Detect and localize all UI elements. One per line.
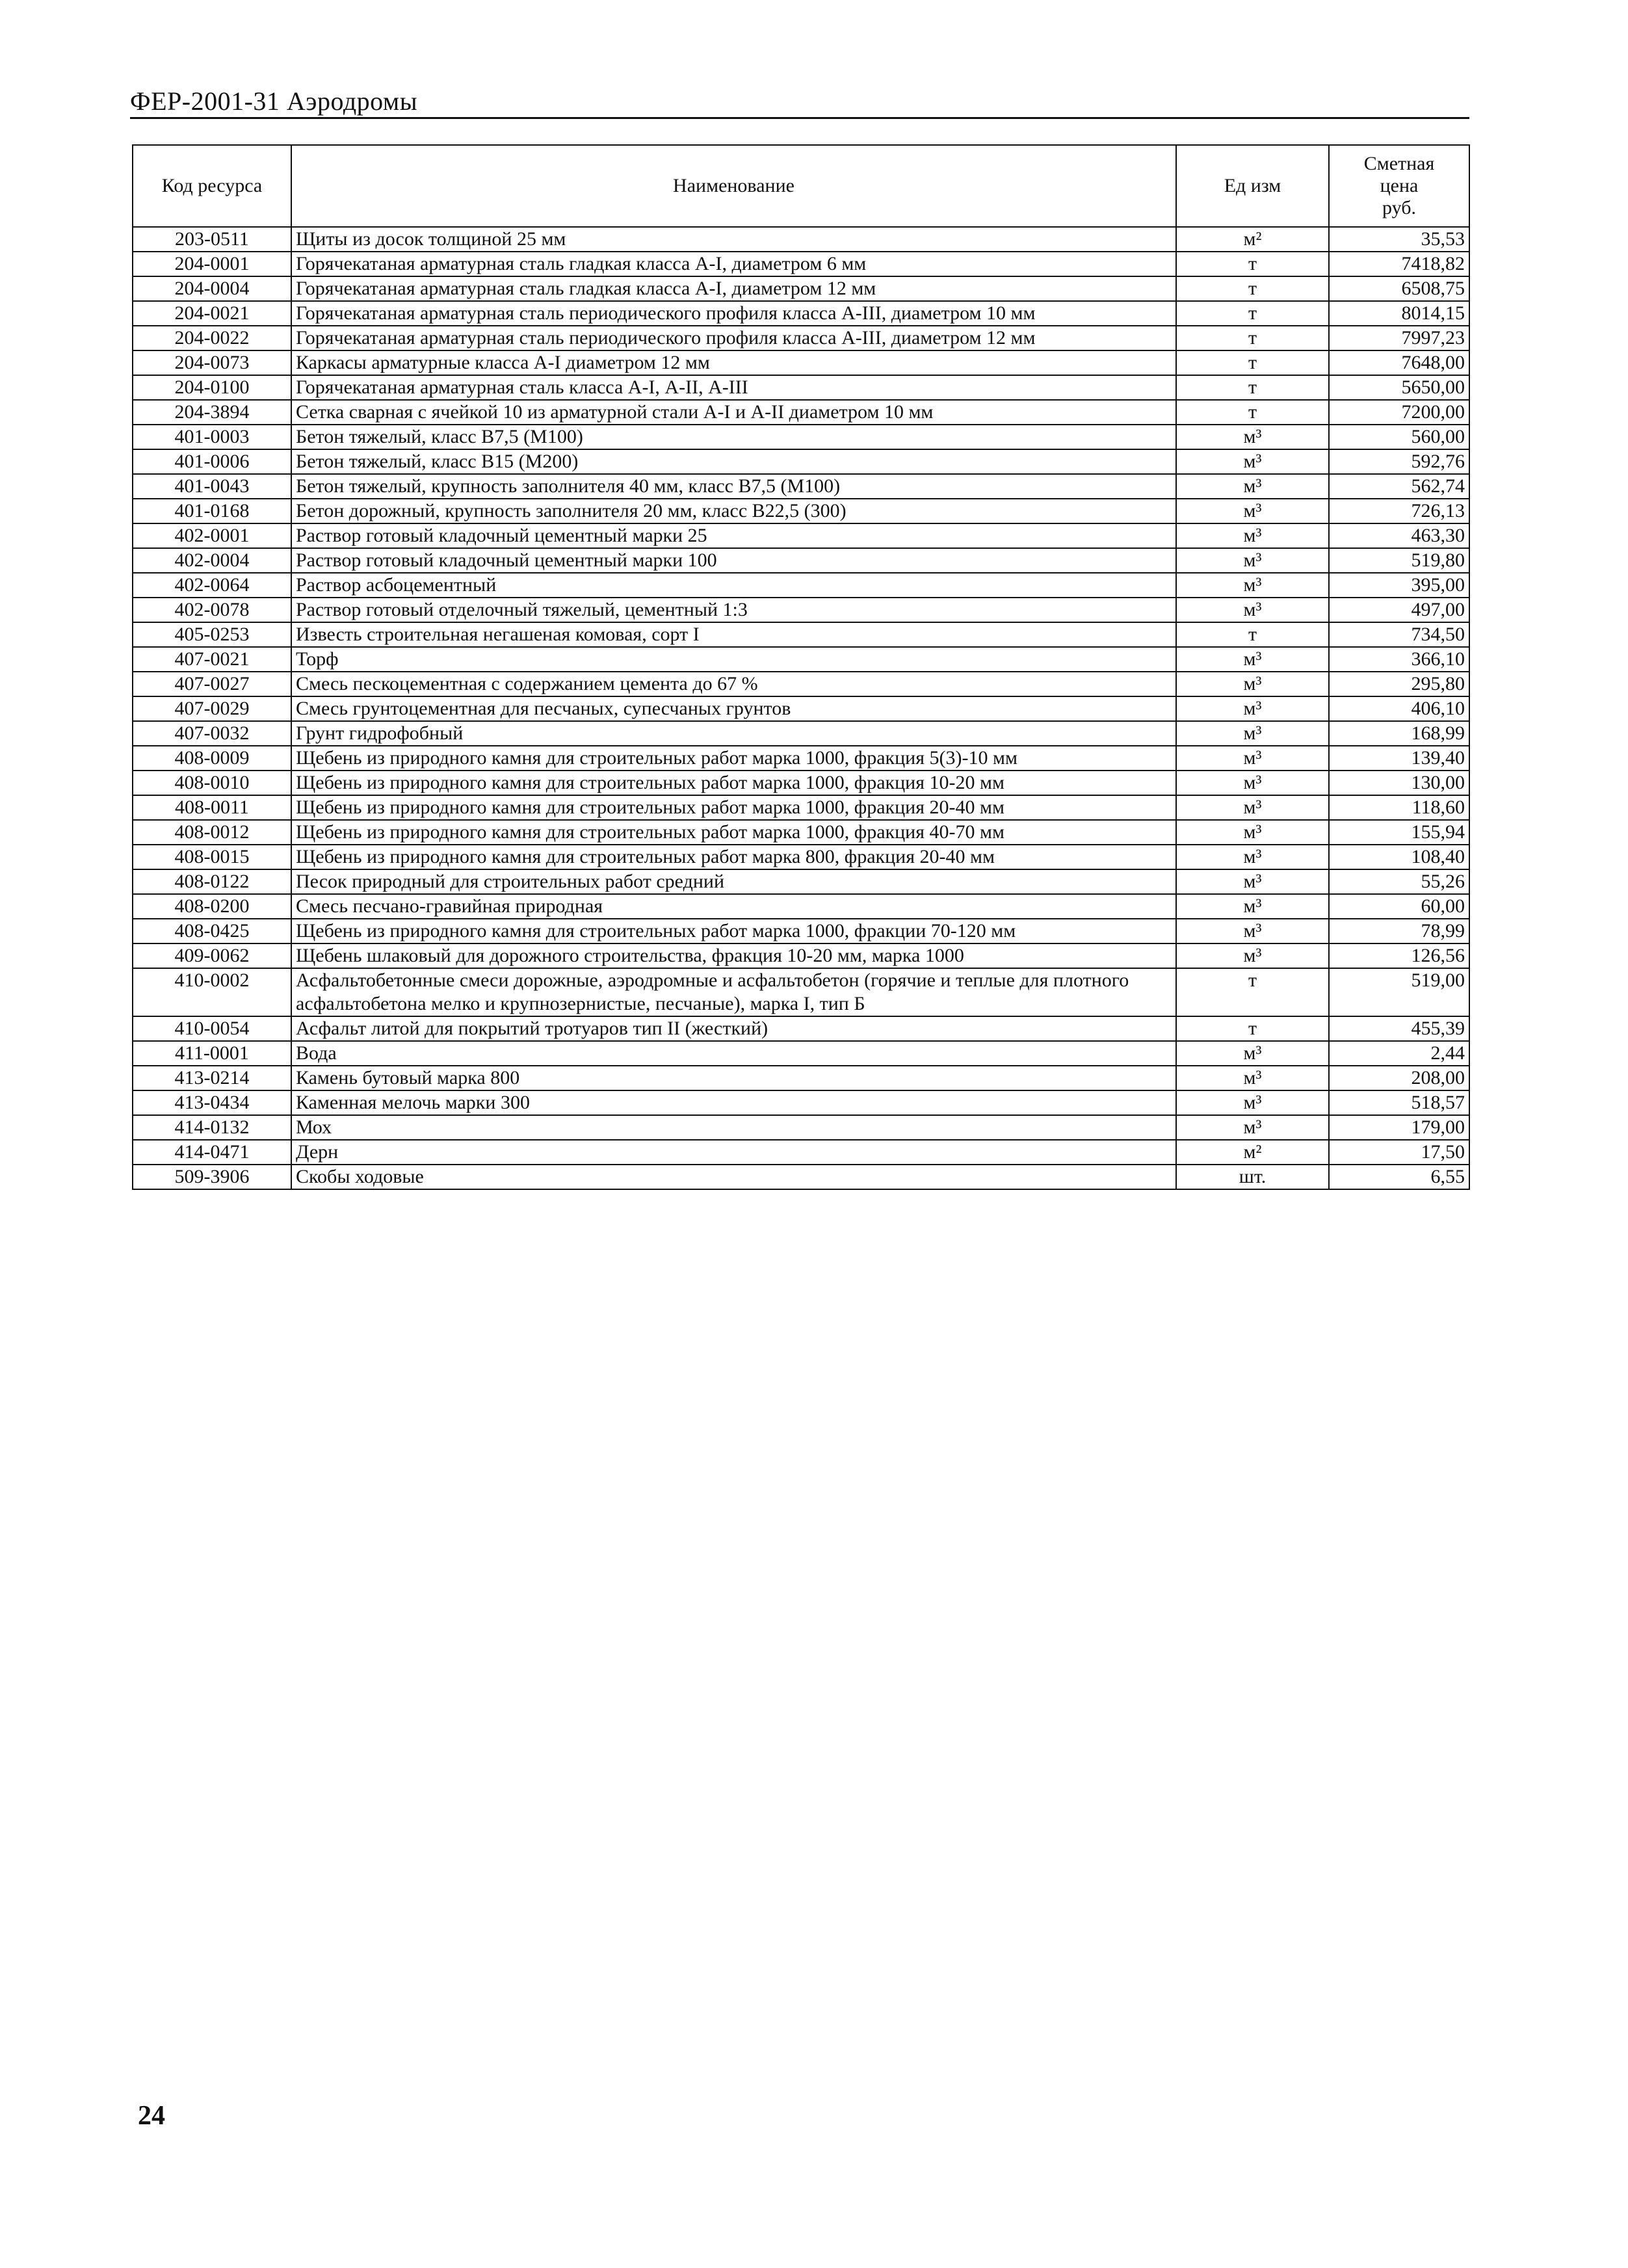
column-header-price-line3: руб.	[1382, 197, 1416, 218]
cell-code: 204-0001	[133, 252, 291, 276]
table-row	[133, 573, 1469, 598]
cell-price: 118,60	[1329, 795, 1469, 820]
cell-name: Песок природный для строительных работ средний	[291, 869, 1176, 894]
table-row	[133, 622, 1469, 647]
table-row	[133, 820, 1469, 845]
cell-code: 405-0253	[133, 622, 291, 647]
cell-unit: м³	[1176, 919, 1329, 943]
cell-name: Щебень из природного камня для строительных работ марка 1000, фракция 20-40 мм	[291, 795, 1176, 820]
cell-price: 7997,23	[1329, 326, 1469, 350]
page-header-title: ФЕР-2001-31 Аэродромы	[130, 86, 418, 116]
cell-code: 203-0511	[133, 227, 291, 252]
table-row	[133, 943, 1469, 968]
cell-name: Щебень из природного камня для строительных работ марка 800, фракция 20-40 мм	[291, 845, 1176, 869]
cell-code: 407-0032	[133, 721, 291, 746]
cell-code: 408-0010	[133, 771, 291, 795]
cell-unit: м³	[1176, 894, 1329, 919]
table-row	[133, 227, 1469, 252]
cell-unit: т	[1176, 968, 1329, 1016]
cell-name: Раствор асбоцементный	[291, 573, 1176, 598]
cell-price: 295,80	[1329, 672, 1469, 696]
table-row	[133, 400, 1469, 425]
cell-price: 519,80	[1329, 548, 1469, 573]
cell-unit: м³	[1176, 1115, 1329, 1140]
cell-code: 408-0200	[133, 894, 291, 919]
table-row	[133, 1041, 1469, 1066]
cell-code: 204-0100	[133, 375, 291, 400]
cell-code: 204-0004	[133, 276, 291, 301]
table-row	[133, 326, 1469, 350]
cell-name: Щебень из природного камня для строительных работ марка 1000, фракция 10-20 мм	[291, 771, 1176, 795]
cell-name: Смесь песчано-гравийная природная	[291, 894, 1176, 919]
cell-price: 108,40	[1329, 845, 1469, 869]
cell-code: 410-0002	[133, 968, 291, 1016]
cell-price: 35,53	[1329, 227, 1469, 252]
table-row	[133, 894, 1469, 919]
cell-unit: м³	[1176, 474, 1329, 499]
cell-price: 55,26	[1329, 869, 1469, 894]
cell-name: Горячекатаная арматурная сталь гладкая класса А-I, диаметром 12 мм	[291, 276, 1176, 301]
table-row	[133, 425, 1469, 449]
table-row	[133, 1165, 1469, 1189]
cell-price: 179,00	[1329, 1115, 1469, 1140]
cell-price: 17,50	[1329, 1140, 1469, 1165]
cell-unit: м³	[1176, 771, 1329, 795]
cell-unit: т	[1176, 1016, 1329, 1041]
cell-code: 411-0001	[133, 1041, 291, 1066]
cell-price: 60,00	[1329, 894, 1469, 919]
cell-price: 78,99	[1329, 919, 1469, 943]
table-row	[133, 276, 1469, 301]
cell-name: Бетон тяжелый, крупность заполнителя 40 мм, класс В7,5 (М100)	[291, 474, 1176, 499]
cell-code: 204-0022	[133, 326, 291, 350]
cell-name: Каркасы арматурные класса А-I диаметром 12 мм	[291, 350, 1176, 375]
cell-price: 463,30	[1329, 523, 1469, 548]
cell-price: 130,00	[1329, 771, 1469, 795]
table-row	[133, 1016, 1469, 1041]
cell-price: 519,00	[1329, 968, 1469, 1016]
cell-price: 734,50	[1329, 622, 1469, 647]
column-header-price-line2: цена	[1380, 175, 1419, 196]
cell-price: 6,55	[1329, 1165, 1469, 1189]
cell-code: 409-0062	[133, 943, 291, 968]
cell-unit: м³	[1176, 795, 1329, 820]
table-row	[133, 968, 1469, 1016]
table-row	[133, 919, 1469, 943]
table-row	[133, 252, 1469, 276]
cell-name: Горячекатаная арматурная сталь гладкая класса А-I, диаметром 6 мм	[291, 252, 1176, 276]
cell-name: Раствор готовый отделочный тяжелый, цементный 1:3	[291, 598, 1176, 622]
column-header-name: Наименование	[291, 145, 1176, 227]
table-row	[133, 301, 1469, 326]
table-row	[133, 598, 1469, 622]
table-row	[133, 474, 1469, 499]
table-row	[133, 746, 1469, 771]
cell-name: Раствор готовый кладочный цементный марки 25	[291, 523, 1176, 548]
cell-name: Асфальтобетонные смеси дорожные, аэродромные и асфальтобетон (горячие и теплые для плотного асфальтобетона мелко и крупнозернистые, песчаные), марка I, тип Б	[291, 968, 1176, 1016]
cell-name: Асфальт литой для покрытий тротуаров тип II (жесткий)	[291, 1016, 1176, 1041]
cell-name: Бетон дорожный, крупность заполнителя 20 мм, класс В22,5 (300)	[291, 499, 1176, 523]
cell-unit: м³	[1176, 943, 1329, 968]
cell-price: 726,13	[1329, 499, 1469, 523]
cell-code: 410-0054	[133, 1016, 291, 1041]
header-rule	[130, 117, 1469, 119]
table-row	[133, 1066, 1469, 1090]
table-row	[133, 795, 1469, 820]
cell-price: 366,10	[1329, 647, 1469, 672]
cell-price: 2,44	[1329, 1041, 1469, 1066]
cell-unit: т	[1176, 326, 1329, 350]
cell-unit: м³	[1176, 573, 1329, 598]
column-header-unit: Ед изм	[1176, 145, 1329, 227]
cell-code: 407-0027	[133, 672, 291, 696]
cell-name: Смесь пескоцементная с содержанием цемента до 67 %	[291, 672, 1176, 696]
cell-code: 204-0073	[133, 350, 291, 375]
table-row	[133, 499, 1469, 523]
cell-code: 413-0214	[133, 1066, 291, 1090]
cell-name: Щебень из природного камня для строительных работ марка 1000, фракция 40-70 мм	[291, 820, 1176, 845]
cell-unit: м³	[1176, 1066, 1329, 1090]
cell-price: 560,00	[1329, 425, 1469, 449]
cell-code: 408-0425	[133, 919, 291, 943]
cell-name: Бетон тяжелый, класс В7,5 (М100)	[291, 425, 1176, 449]
cell-unit: м³	[1176, 1041, 1329, 1066]
cell-code: 408-0015	[133, 845, 291, 869]
cell-name: Щебень шлаковый для дорожного строительства, фракция 10-20 мм, марка 1000	[291, 943, 1176, 968]
cell-code: 408-0012	[133, 820, 291, 845]
table-body	[133, 227, 1469, 1189]
cell-code: 414-0132	[133, 1115, 291, 1140]
cell-code: 401-0003	[133, 425, 291, 449]
resource-price-table	[132, 144, 1470, 1190]
cell-code: 408-0009	[133, 746, 291, 771]
cell-name: Горячекатаная арматурная сталь периодического профиля класса А-III, диаметром 12 мм	[291, 326, 1176, 350]
cell-unit: т	[1176, 375, 1329, 400]
cell-unit: м³	[1176, 499, 1329, 523]
cell-price: 592,76	[1329, 449, 1469, 474]
cell-code: 401-0168	[133, 499, 291, 523]
cell-code: 408-0122	[133, 869, 291, 894]
cell-unit: м³	[1176, 721, 1329, 746]
cell-code: 204-3894	[133, 400, 291, 425]
table-row	[133, 672, 1469, 696]
cell-price: 7200,00	[1329, 400, 1469, 425]
table-row	[133, 696, 1469, 721]
cell-name: Мох	[291, 1115, 1176, 1140]
cell-name: Раствор готовый кладочный цементный марки 100	[291, 548, 1176, 573]
cell-unit: т	[1176, 276, 1329, 301]
cell-name: Горячекатаная арматурная сталь периодического профиля класса А-III, диаметром 10 мм	[291, 301, 1176, 326]
table-row	[133, 350, 1469, 375]
cell-name: Бетон тяжелый, класс В15 (М200)	[291, 449, 1176, 474]
cell-code: 402-0004	[133, 548, 291, 573]
cell-price: 5650,00	[1329, 375, 1469, 400]
cell-price: 518,57	[1329, 1090, 1469, 1115]
cell-name: Сетка сварная с ячейкой 10 из арматурной стали А-I и А-II диаметром 10 мм	[291, 400, 1176, 425]
cell-unit: м³	[1176, 845, 1329, 869]
table-header-row	[133, 145, 1469, 227]
cell-name: Торф	[291, 647, 1176, 672]
cell-unit: шт.	[1176, 1165, 1329, 1189]
table-row	[133, 845, 1469, 869]
column-header-price	[1329, 145, 1469, 227]
cell-name: Щебень из природного камня для строительных работ марка 1000, фракции 70-120 мм	[291, 919, 1176, 943]
cell-code: 407-0021	[133, 647, 291, 672]
cell-unit: м³	[1176, 672, 1329, 696]
cell-unit: м³	[1176, 869, 1329, 894]
cell-code: 413-0434	[133, 1090, 291, 1115]
cell-unit: т	[1176, 301, 1329, 326]
cell-unit: м³	[1176, 523, 1329, 548]
cell-unit: т	[1176, 350, 1329, 375]
cell-price: 406,10	[1329, 696, 1469, 721]
table-row	[133, 869, 1469, 894]
cell-unit: м³	[1176, 1090, 1329, 1115]
cell-price: 562,74	[1329, 474, 1469, 499]
page-number: 24	[138, 2101, 165, 2131]
table-row	[133, 523, 1469, 548]
cell-price: 168,99	[1329, 721, 1469, 746]
cell-price: 155,94	[1329, 820, 1469, 845]
table-row	[133, 647, 1469, 672]
cell-name: Вода	[291, 1041, 1176, 1066]
table-row	[133, 548, 1469, 573]
table-row	[133, 375, 1469, 400]
cell-code: 401-0043	[133, 474, 291, 499]
cell-price: 7648,00	[1329, 350, 1469, 375]
cell-name: Камень бутовый марка 800	[291, 1066, 1176, 1090]
cell-price: 455,39	[1329, 1016, 1469, 1041]
cell-unit: м³	[1176, 647, 1329, 672]
cell-name: Каменная мелочь марки 300	[291, 1090, 1176, 1115]
table-row	[133, 771, 1469, 795]
cell-price: 7418,82	[1329, 252, 1469, 276]
table-row	[133, 721, 1469, 746]
cell-unit: т	[1176, 400, 1329, 425]
cell-code: 401-0006	[133, 449, 291, 474]
cell-unit: м³	[1176, 425, 1329, 449]
cell-unit: т	[1176, 622, 1329, 647]
cell-name: Смесь грунтоцементная для песчаных, супесчаных грунтов	[291, 696, 1176, 721]
cell-price: 497,00	[1329, 598, 1469, 622]
cell-code: 414-0471	[133, 1140, 291, 1165]
cell-price: 139,40	[1329, 746, 1469, 771]
cell-name: Горячекатаная арматурная сталь класса А-I, А-II, А-III	[291, 375, 1176, 400]
table-row	[133, 1140, 1469, 1165]
cell-unit: м²	[1176, 1140, 1329, 1165]
column-header-price-line1: Сметная	[1363, 153, 1435, 174]
cell-price: 8014,15	[1329, 301, 1469, 326]
cell-unit: т	[1176, 252, 1329, 276]
table-row	[133, 1115, 1469, 1140]
cell-code: 204-0021	[133, 301, 291, 326]
cell-unit: м²	[1176, 227, 1329, 252]
cell-unit: м³	[1176, 696, 1329, 721]
cell-name: Щиты из досок толщиной 25 мм	[291, 227, 1176, 252]
cell-price: 126,56	[1329, 943, 1469, 968]
cell-unit: м³	[1176, 449, 1329, 474]
cell-price: 6508,75	[1329, 276, 1469, 301]
cell-code: 402-0064	[133, 573, 291, 598]
cell-name: Скобы ходовые	[291, 1165, 1176, 1189]
cell-name: Грунт гидрофобный	[291, 721, 1176, 746]
cell-unit: м³	[1176, 746, 1329, 771]
cell-name: Щебень из природного камня для строительных работ марка 1000, фракция 5(3)-10 мм	[291, 746, 1176, 771]
cell-unit: м³	[1176, 598, 1329, 622]
cell-price: 208,00	[1329, 1066, 1469, 1090]
cell-unit: м³	[1176, 548, 1329, 573]
cell-code: 408-0011	[133, 795, 291, 820]
cell-code: 402-0001	[133, 523, 291, 548]
cell-name: Дерн	[291, 1140, 1176, 1165]
cell-code: 509-3906	[133, 1165, 291, 1189]
table-row	[133, 449, 1469, 474]
cell-price: 395,00	[1329, 573, 1469, 598]
cell-unit: м³	[1176, 820, 1329, 845]
table-row	[133, 1090, 1469, 1115]
cell-code: 407-0029	[133, 696, 291, 721]
cell-name: Известь строительная негашеная комовая, сорт I	[291, 622, 1176, 647]
cell-code: 402-0078	[133, 598, 291, 622]
column-header-code: Код ресурса	[133, 145, 291, 227]
